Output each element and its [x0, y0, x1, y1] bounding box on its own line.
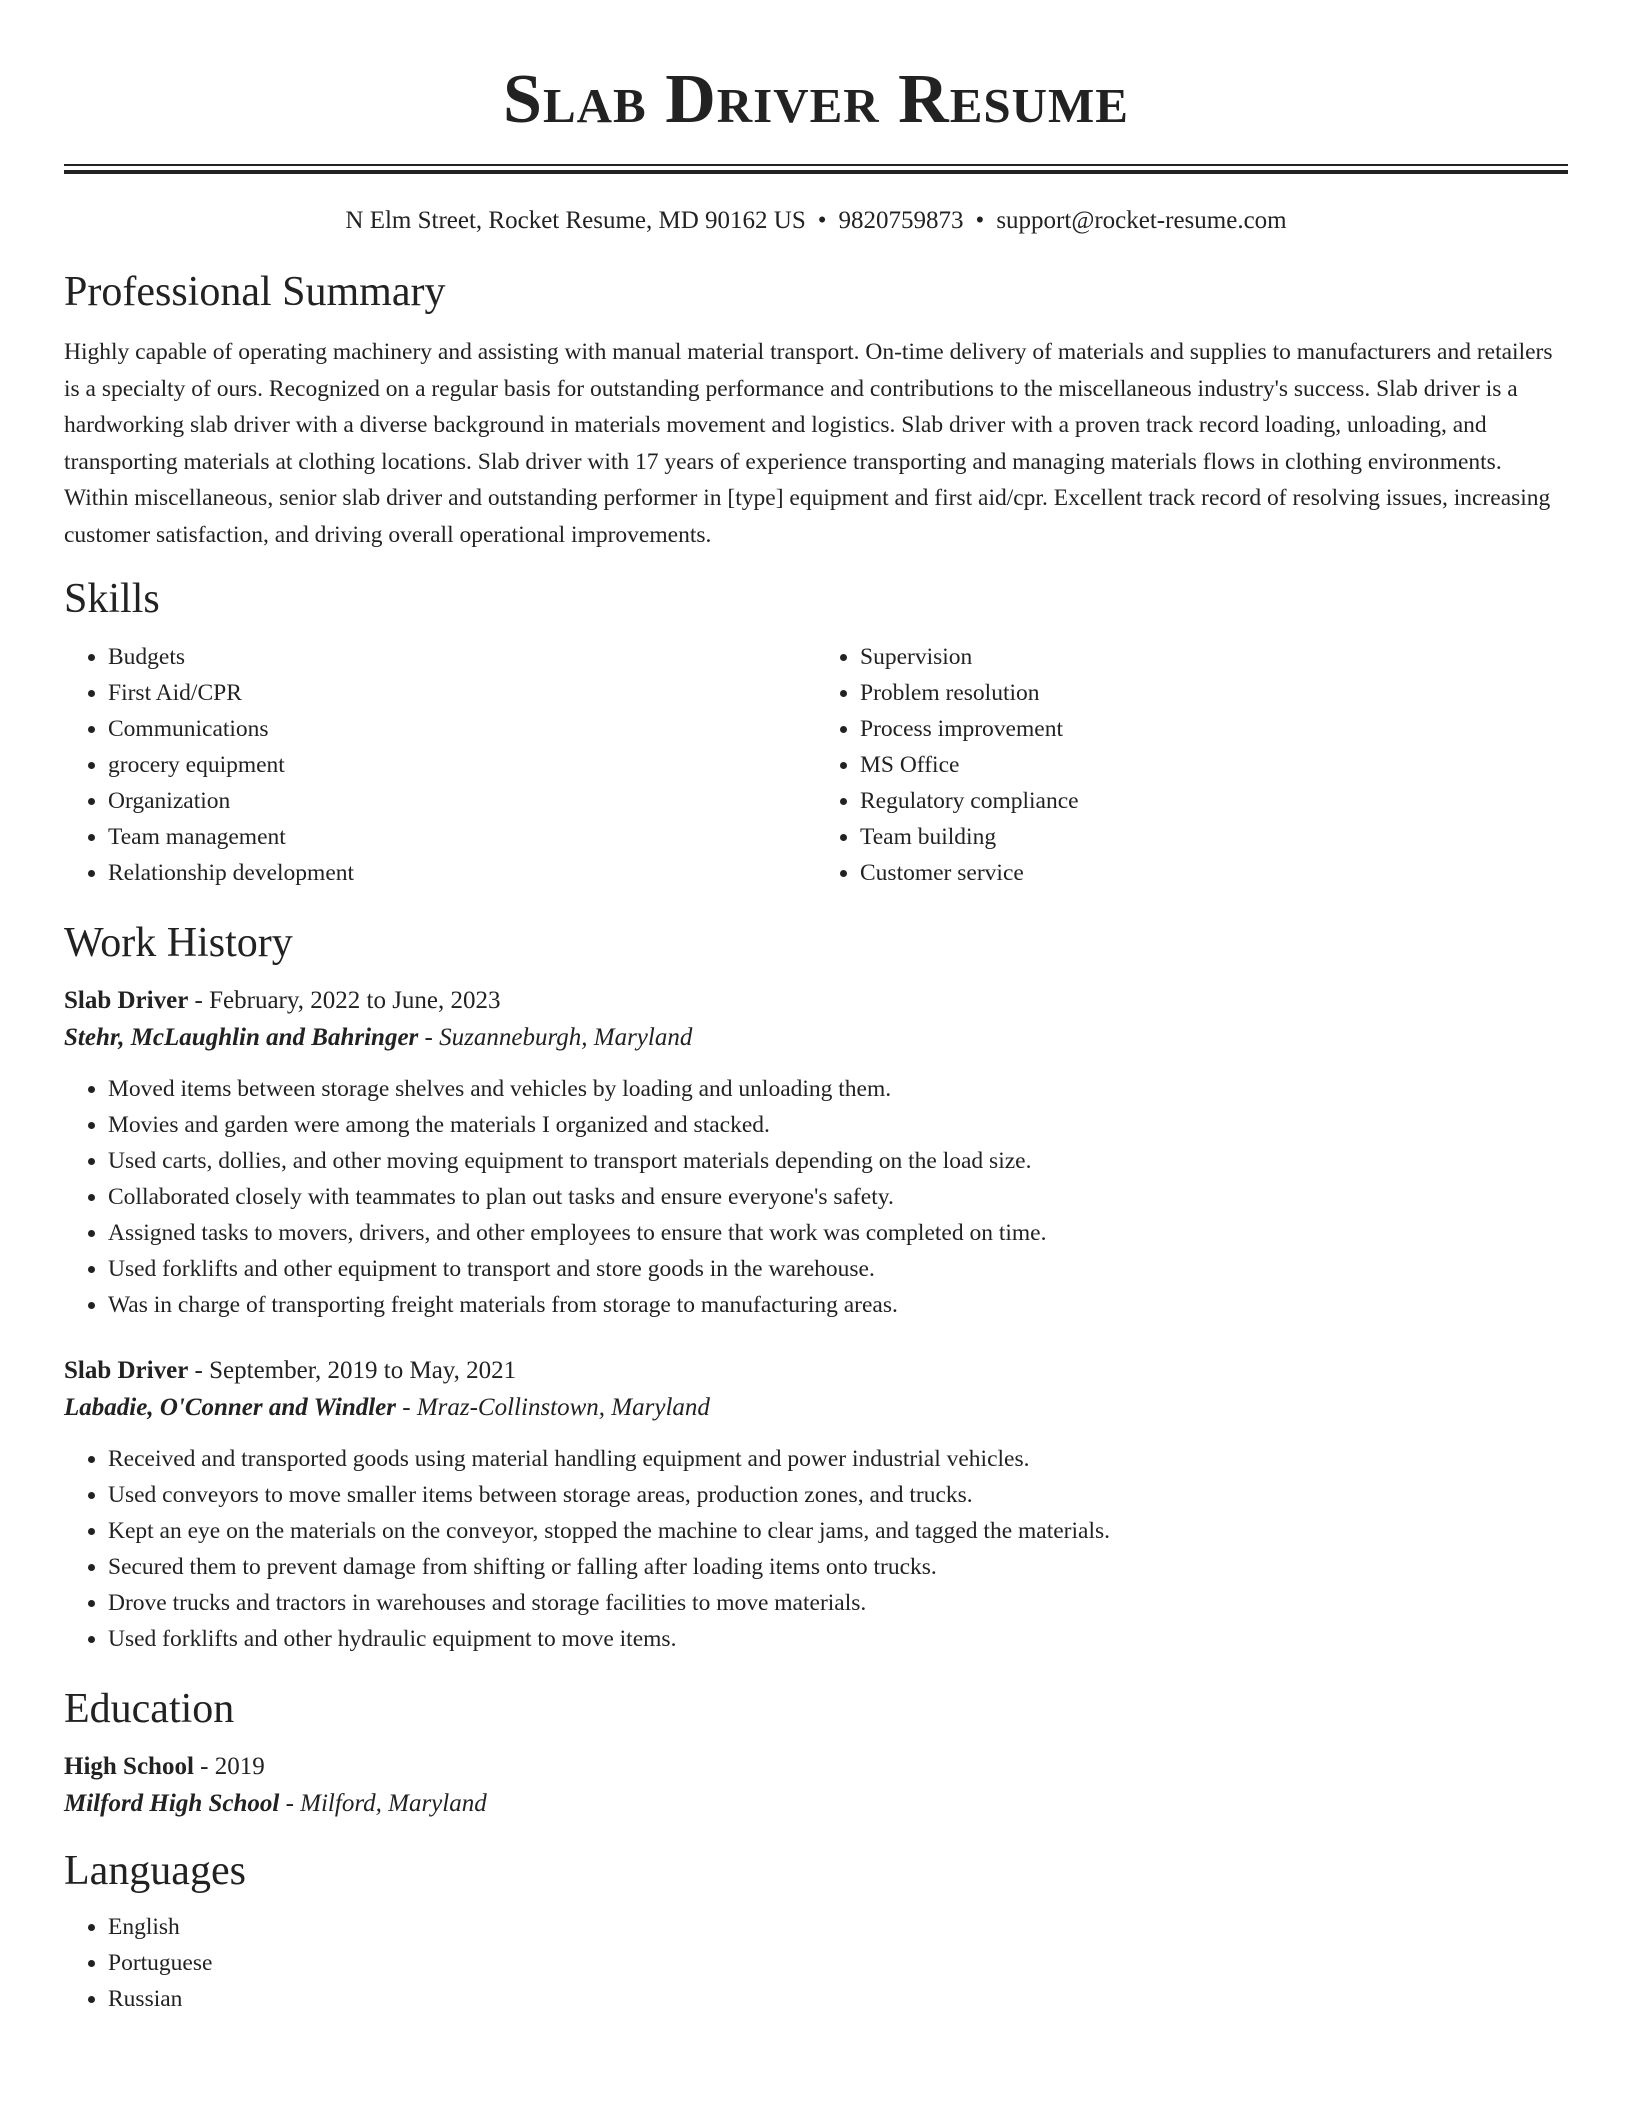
- skill-item: • Relationship development: [108, 855, 816, 891]
- skills-list-right: [816, 639, 1568, 891]
- degree-line: [64, 1749, 1568, 1785]
- title-divider: [64, 164, 1568, 174]
- job-title: Slab Driver: [64, 987, 189, 1014]
- language-item: • Russian: [108, 1981, 1568, 2017]
- job-dates: - February, 2022 to June, 2023: [188, 987, 501, 1014]
- skills-section: [64, 573, 1568, 891]
- summary-heading: Professional Summary: [64, 269, 446, 315]
- job-duty: • Secured them to prevent damage from shifting or falling after loading items onto trucks.: [108, 1549, 1568, 1585]
- job-duties-list: [64, 1071, 1568, 1323]
- job-dates: - September, 2019 to May, 2021: [188, 1357, 517, 1384]
- resume-title: Slab Driver Resume: [503, 61, 1129, 138]
- language-item: • English: [108, 1909, 1568, 1945]
- summary-text: Highly capable of operating machinery and assisting with manual material transport. On-time delivery of materials and supplies to manufacturers and retailers is a specialty of ours. Recognized on a regular basis for outstanding performance and contributions to the miscellaneous industry's success. Slab driver is a hardworking slab driver with a diverse background in materials movement and logistics. Slab driver with a proven track record loading, unloading, and transporting materials at clothing locations. Slab driver with 17 years of experience transporting and managing materials flows in clothing environments. Within miscellaneous, senior slab driver and outstanding performer in [type] equipment and first aid/cpr. Excellent track record of resolving issues, increasing customer satisfaction, and driving overall operational improvements.: [64, 339, 1553, 548]
- job-duty: • Used forklifts and other equipment to transport and store goods in the warehouse.: [108, 1251, 1568, 1287]
- job-duty: • Received and transported goods using material handling equipment and power industrial vehicles.: [108, 1441, 1568, 1477]
- company-line: [64, 1389, 1568, 1427]
- languages-section: [64, 1845, 1568, 2017]
- contact-separator: •: [817, 207, 827, 234]
- graduation-year: - 2019: [193, 1753, 265, 1780]
- education-heading: Education: [64, 1686, 235, 1732]
- work-history-heading: Work History: [64, 920, 293, 966]
- job-title: Slab Driver: [64, 1357, 189, 1384]
- skill-item: • Organization: [108, 783, 816, 819]
- skill-item: • First Aid/CPR: [108, 675, 816, 711]
- job-duties-list: [64, 1441, 1568, 1657]
- job-duty: • Kept an eye on the materials on the conveyor, stopped the machine to clear jams, and tagged the materials.: [108, 1513, 1568, 1549]
- contact-line: [64, 206, 1568, 236]
- company-name: Stehr, McLaughlin and Bahringer: [64, 1024, 419, 1051]
- summary-section: [64, 266, 1568, 553]
- work-history-section: [64, 917, 1568, 1657]
- job-duty: • Moved items between storage shelves and vehicles by loading and unloading them.: [108, 1071, 1568, 1107]
- skill-item: • grocery equipment: [108, 747, 816, 783]
- skill-item: • Regulatory compliance: [860, 783, 1568, 819]
- languages-heading: Languages: [64, 1848, 246, 1894]
- school-location: - Milford, Maryland: [279, 1790, 487, 1817]
- job-duty: • Drove trucks and tractors in warehouses and storage facilities to move materials.: [108, 1585, 1568, 1621]
- contact-email: support@rocket-resume.com: [996, 207, 1287, 234]
- contact-address: N Elm Street, Rocket Resume, MD 90162 US: [345, 207, 806, 234]
- job-duty: • Collaborated closely with teammates to plan out tasks and ensure everyone's safety.: [108, 1179, 1568, 1215]
- job-duty: • Used forklifts and other hydraulic equipment to move items.: [108, 1621, 1568, 1657]
- contact-phone: 9820759873: [838, 207, 964, 234]
- job-duty: • Was in charge of transporting freight materials from storage to manufacturing areas.: [108, 1287, 1568, 1323]
- education-section: [64, 1683, 1568, 1823]
- school-line: [64, 1785, 1568, 1823]
- school-name: Milford High School: [64, 1790, 280, 1817]
- contact-separator: •: [975, 207, 985, 234]
- skills-columns: [64, 639, 1568, 891]
- job-entry: [64, 1353, 1568, 1657]
- job-duty: • Movies and garden were among the materials I organized and stacked.: [108, 1107, 1568, 1143]
- company-location: - Mraz-Collinstown, Maryland: [396, 1394, 710, 1421]
- languages-list: [64, 1909, 1568, 2017]
- job-entry: [64, 983, 1568, 1323]
- job-title-line: [64, 1353, 1568, 1389]
- skill-item: • Budgets: [108, 639, 816, 675]
- degree: High School: [64, 1753, 194, 1780]
- skills-heading: Skills: [64, 576, 160, 622]
- skill-item: • Customer service: [860, 855, 1568, 891]
- skill-item: • MS Office: [860, 747, 1568, 783]
- job-title-line: [64, 983, 1568, 1019]
- skills-list-left: [64, 639, 816, 891]
- company-location: - Suzanneburgh, Maryland: [418, 1024, 693, 1051]
- company-name: Labadie, O'Conner and Windler: [64, 1394, 396, 1421]
- job-duty: • Used conveyors to move smaller items between storage areas, production zones, and trucks.: [108, 1477, 1568, 1513]
- skill-item: • Process improvement: [860, 711, 1568, 747]
- skill-item: • Team management: [108, 819, 816, 855]
- job-duty: • Assigned tasks to movers, drivers, and other employees to ensure that work was completed on time.: [108, 1215, 1568, 1251]
- skill-item: • Team building: [860, 819, 1568, 855]
- skill-item: • Supervision: [860, 639, 1568, 675]
- skill-item: • Problem resolution: [860, 675, 1568, 711]
- skill-item: • Communications: [108, 711, 816, 747]
- language-item: • Portuguese: [108, 1945, 1568, 1981]
- company-line: [64, 1019, 1568, 1057]
- job-duty: • Used carts, dollies, and other moving equipment to transport materials depending on the load size.: [108, 1143, 1568, 1179]
